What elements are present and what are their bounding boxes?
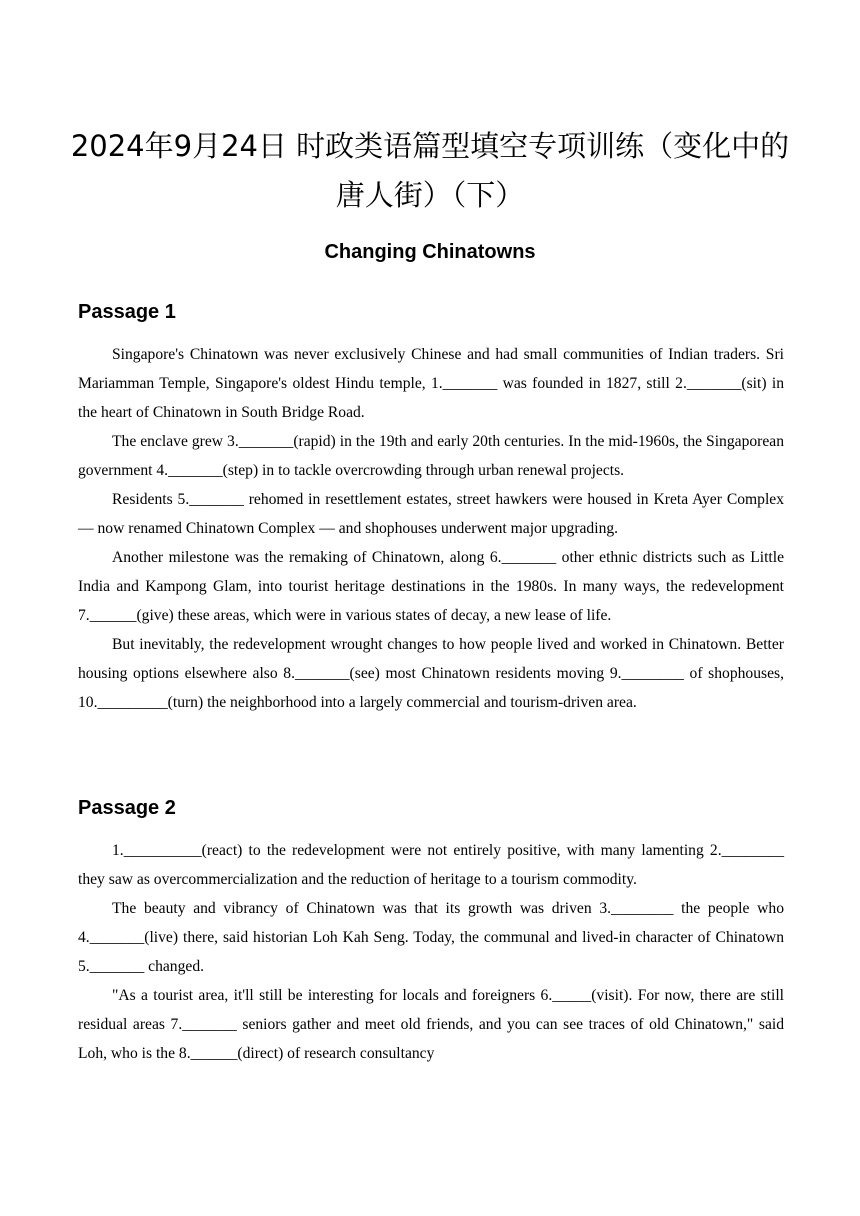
passage-1-paragraph-1: Singapore's Chinatown was never exclusively Chinese and had small communities of Indian traders. Sri Mariamman Temple, Singapore's oldest Hindu temple, 1._______ was founded in 1827, still 2._______(sit) in the heart of Chinatown in South Bridge Road.: [78, 346, 784, 421]
passage-1-paragraph-4: Another milestone was the remaking of Chinatown, along 6._______ other ethnic districts such as Little India and Kampong Glam, into tourist heritage destinations in the 1980s. In many ways, the redevelopment 7.______(give) these areas, which were in various states of decay, a new lease of life.: [78, 549, 784, 624]
passage-2-body: [78, 836, 784, 1068]
document-title: 2024年9月24日 时政类语篇型填空专项训练（变化中的唐人街）（下）: [70, 129, 790, 212]
passage-2-paragraph-3: "As a tourist area, it'll still be interesting for locals and foreigners 6._____(visit). For now, there are still residual areas 7._______ seniors gather and meet old friends, and you can see traces of old Chinatown," said Loh, who is the 8.______(direct) of research consultancy: [78, 987, 784, 1062]
passage-1-paragraph-2: The enclave grew 3._______(rapid) in the 19th and early 20th centuries. In the mid-1960s, the Singaporean government 4._______(step) in to tackle overcrowding through urban renewal projects.: [78, 433, 784, 479]
article-title: Changing Chinatowns: [324, 241, 536, 263]
passage-1-body: [78, 340, 784, 717]
passage-2-paragraph-1: 1.__________(react) to the redevelopment were not entirely positive, with many lamenting 2.________ they saw as overcommercialization and the reduction of heritage to a tourism commodity.: [78, 842, 784, 888]
passage-2-heading: Passage 2: [78, 797, 176, 819]
passage-1-paragraph-5: But inevitably, the redevelopment wrought changes to how people lived and worked in Chinatown. Better housing options elsewhere also 8._______(see) most Chinatown residents moving 9.________ of shophouses, 10._________(turn) the neighborhood into a largely commercial and tourism-driven area.: [78, 636, 784, 711]
passage-1-paragraph-3: Residents 5._______ rehomed in resettlement estates, street hawkers were housed in Kreta Ayer Complex — now renamed Chinatown Complex — and shophouses underwent major upgrading.: [78, 491, 784, 537]
passage-1-heading: Passage 1: [78, 301, 176, 323]
passage-2-paragraph-2: The beauty and vibrancy of Chinatown was that its growth was driven 3.________ the people who 4._______(live) there, said historian Loh Kah Seng. Today, the communal and lived-in character of Chinatown 5._______ changed.: [78, 900, 784, 975]
